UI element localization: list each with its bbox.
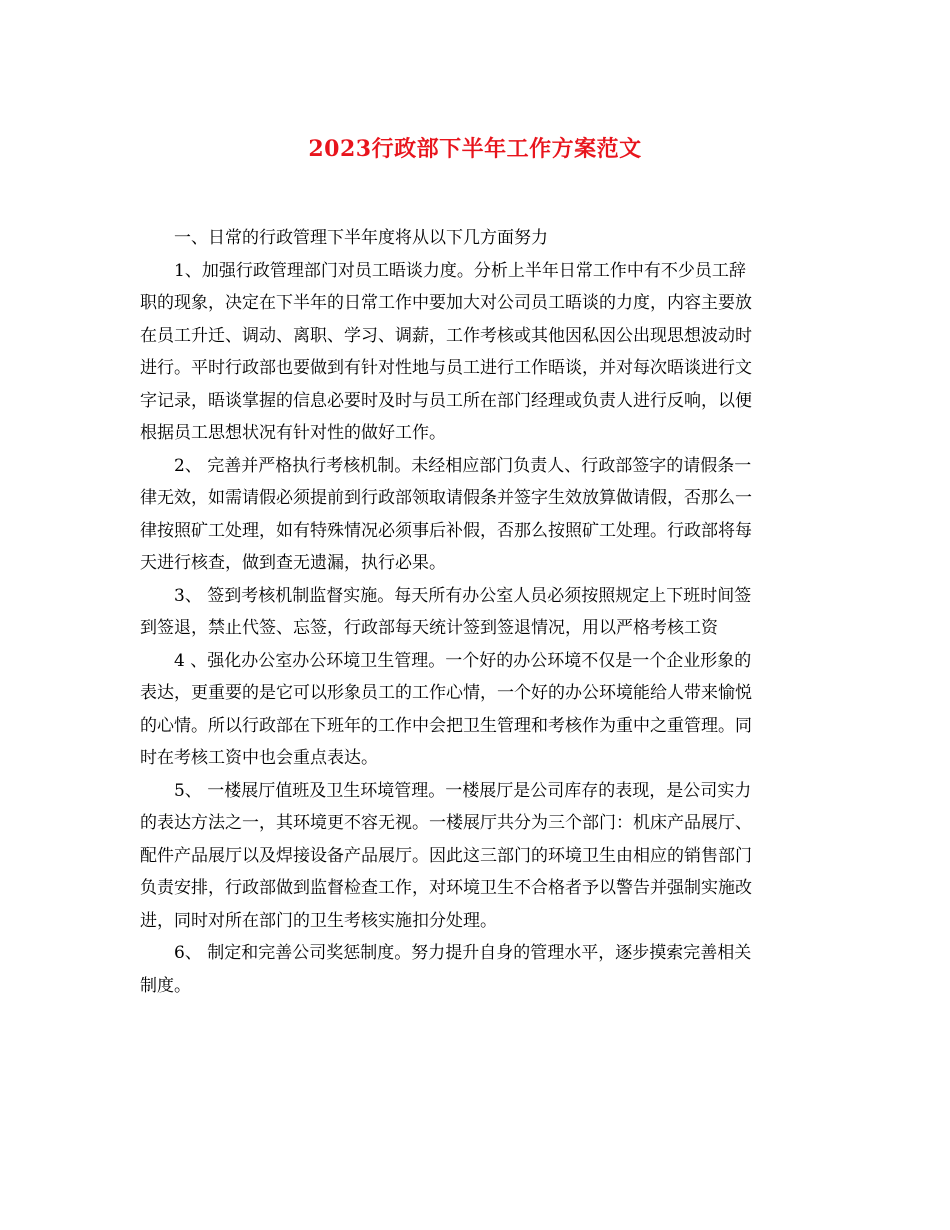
paragraph-line: 字记录，晤谈掌握的信息必要时及时与员工所在部门经理或负责人进行反响，以便: [140, 390, 752, 411]
paragraph-line: 进行。平时行政部也要做到有针对性地与员工进行工作晤谈，并对每次晤谈进行文: [140, 358, 752, 378]
paragraph-line: 表达，更重要的是它可以形象员工的工作心情，一个好的办公环境能给人带来愉悦: [140, 683, 752, 703]
paragraph-line: 3、 签到考核机制监督实施。每天所有办公室人员必须按照规定上下班时间签: [174, 585, 752, 606]
paragraph-line: 2、 完善并严格执行考核机制。未经相应部门负责人、行政部签字的请假条一: [174, 455, 752, 476]
paragraph-line: 在员工升迁、调动、离职、学习、调薪，工作考核或其他因私因公出现思想波动时: [140, 325, 752, 346]
paragraph-line: 6、 制定和完善公司奖惩制度。努力提升自身的管理水平，逐步摸索完善相关: [174, 943, 752, 963]
paragraph-item-3: [140, 580, 812, 645]
paragraph-line: 职的现象，决定在下半年的日常工作中要加大对公司员工晤谈的力度，内容主要放: [140, 293, 752, 313]
paragraph-line: 1、加强行政管理部门对员工晤谈力度。分析上半年日常工作中有不少员工辞: [174, 260, 746, 281]
paragraph-line: 律无效，如需请假必须提前到行政部领取请假条并签字生效放算做请假，否那么一: [140, 488, 752, 508]
paragraph-line: 律按照矿工处理，如有特殊情况必须事后补假，否那么按照矿工处理。行政部将每: [140, 520, 752, 541]
paragraph-line: 4 、强化办公室办公环境卫生管理。一个好的办公环境不仅是一个企业形象的: [174, 650, 752, 671]
paragraph-item-4: [140, 645, 812, 775]
paragraph-line: 到签退，禁止代签、忘签，行政部每天统计签到签退情况，用以严格考核工资: [140, 618, 718, 638]
paragraph-line: 时在考核工资中也会重点表达。: [140, 748, 378, 768]
paragraph-line: 的心情。所以行政部在下班年的工作中会把卫生管理和考核作为重中之重管理。同: [140, 715, 752, 736]
paragraph-line: 进，同时对所在部门的卫生考核实施扣分处理。: [140, 910, 497, 931]
paragraph-line: 一、日常的行政管理下半年度将从以下几方面努力: [174, 228, 548, 248]
paragraph-line: 天进行核查，做到查无遗漏，执行必果。: [140, 553, 446, 573]
paragraph-line: 负责安排，行政部做到监督检查工作，对环境卫生不合格者予以警告并强制实施改: [140, 878, 752, 898]
paragraph-line: 制度。: [140, 975, 191, 996]
paragraph-item-1: [140, 255, 812, 450]
document-title: 2023行政部下半年工作方案范文: [308, 136, 642, 162]
section-heading: [140, 222, 812, 255]
paragraph-item-2: [140, 450, 812, 580]
paragraph-line: 根据员工思想状况有针对性的做好工作。: [140, 423, 446, 443]
paragraph-line: 5、 一楼展厅值班及卫生环境管理。一楼展厅是公司库存的表现，是公司实力: [174, 780, 752, 801]
paragraph-line: 配件产品展厅以及焊接设备产品展厅。因此这三部门的环境卫生由相应的销售部门: [140, 845, 752, 866]
document-body: [140, 222, 812, 1002]
paragraph-line: 的表达方法之一，其环境更不容无视。一楼展厅共分为三个部门：机床产品展厅、: [140, 813, 752, 833]
paragraph-item-5: [140, 775, 812, 938]
paragraph-item-6: [140, 937, 812, 1002]
